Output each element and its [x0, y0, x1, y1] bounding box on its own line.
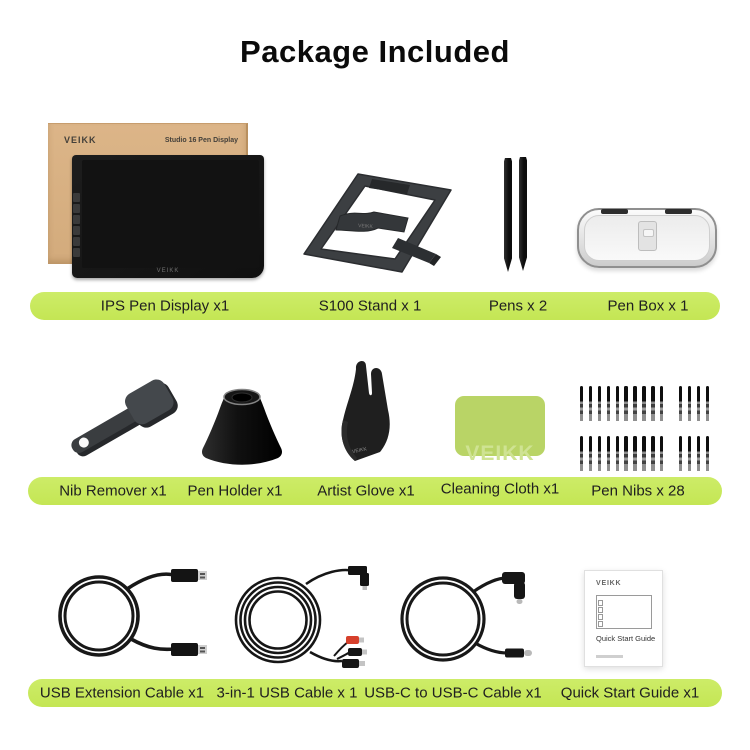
pen-nib [607, 436, 610, 471]
black-usb-connector-large [342, 659, 365, 668]
pen-box-image [577, 208, 717, 268]
label-cleaning-cloth: Cleaning Cloth x1 [440, 480, 560, 498]
pen-nib [660, 386, 663, 421]
pen-nib [580, 436, 583, 471]
guide-title-text: Quick Start Guide [596, 634, 656, 643]
label-3in1-cable: 3-in-1 USB Cable x 1 [216, 684, 358, 702]
label-pen-box: Pen Box x 1 [607, 297, 689, 315]
box-brand-text: VEIKK [64, 135, 97, 145]
row3-label-bar [28, 679, 722, 707]
pen-nib [624, 436, 627, 471]
tablet-shortcut-buttons [73, 193, 80, 257]
row1-label-bar [30, 292, 720, 320]
guide-brand-text: VEIKK [596, 580, 622, 587]
red-usb-connector [346, 636, 364, 644]
glove-brand-text: VEIKK [351, 446, 368, 456]
pen-nib [651, 436, 654, 471]
nib-remover-image [52, 376, 187, 468]
usb-a-connector-top [171, 569, 207, 582]
label-stand: S100 Stand x 1 [318, 297, 422, 315]
pen-nib [616, 436, 619, 471]
pen-nib [589, 436, 592, 471]
label-pen-nibs: Pen Nibs x 28 [591, 482, 685, 500]
label-artist-glove: Artist Glove x1 [317, 482, 415, 500]
stand-brand-text: VEIKK [357, 223, 373, 231]
tablet-screen [82, 160, 259, 268]
usb-extension-cable-image [33, 556, 211, 670]
pen-nib [642, 386, 645, 421]
label-usbc-cable: USB-C to USB-C Cable x1 [364, 684, 542, 702]
pen-nib [660, 436, 663, 471]
pen-nib [598, 386, 601, 421]
pen-nib [688, 386, 691, 421]
pen-nib [607, 386, 610, 421]
tablet-brand-text: VEIKK [156, 268, 180, 274]
pen-nib [580, 386, 583, 421]
pen-holder-image [196, 386, 288, 468]
s100-stand-image [288, 150, 460, 286]
pen-nib [642, 436, 645, 471]
label-pens: Pens x 2 [488, 297, 548, 315]
quick-start-guide-image [584, 570, 663, 667]
page-title: Package Included [240, 34, 510, 69]
black-usb-connector [348, 648, 367, 656]
box-model-text: Studio 16 Pen Display [164, 137, 238, 144]
guide-tablet-drawing [596, 595, 652, 629]
cloth-brand-text: VEIKK [465, 442, 535, 465]
label-nib-remover: Nib Remover x1 [59, 482, 167, 500]
label-quick-start: Quick Start Guide x1 [560, 684, 700, 702]
three-in-one-cable-image [218, 556, 373, 671]
label-usb-extension: USB Extension Cable x1 [39, 684, 205, 702]
pen-nib [697, 436, 700, 471]
pen-nib [589, 386, 592, 421]
usb-a-connector-bottom [171, 643, 207, 656]
pen-nib [633, 386, 636, 421]
pen-nib [598, 436, 601, 471]
artist-glove-image [328, 355, 424, 469]
usbc-cable-image [373, 557, 533, 669]
pen-nib [706, 436, 709, 471]
pen-display-tablet [72, 155, 264, 278]
pen-nib [697, 386, 700, 421]
pen-nib [706, 386, 709, 421]
pen-box-clasp [638, 221, 657, 251]
elbow-connector [348, 566, 369, 590]
pen-nibs [580, 386, 709, 471]
pen-nib [616, 386, 619, 421]
pen-nib [624, 386, 627, 421]
guide-drawing-buttons [598, 600, 603, 627]
pen-box-slot [665, 209, 692, 214]
pen-nib [688, 436, 691, 471]
label-pen-holder: Pen Holder x1 [187, 482, 283, 500]
usbc-straight-connector [505, 649, 532, 658]
label-pen-display: IPS Pen Display x1 [100, 297, 230, 315]
row2-label-bar [28, 477, 722, 505]
pen-display-item [48, 123, 268, 281]
pen-nib [679, 436, 682, 471]
pen-box-slot [601, 209, 628, 214]
pen-2 [519, 157, 527, 271]
pen-nib [633, 436, 636, 471]
pen-nib [651, 386, 654, 421]
pen-nib [679, 386, 682, 421]
cleaning-cloth-image [455, 396, 545, 465]
usbc-elbow-connector [502, 572, 525, 604]
guide-fineprint-placeholder [596, 655, 623, 658]
pen-1 [504, 158, 512, 272]
